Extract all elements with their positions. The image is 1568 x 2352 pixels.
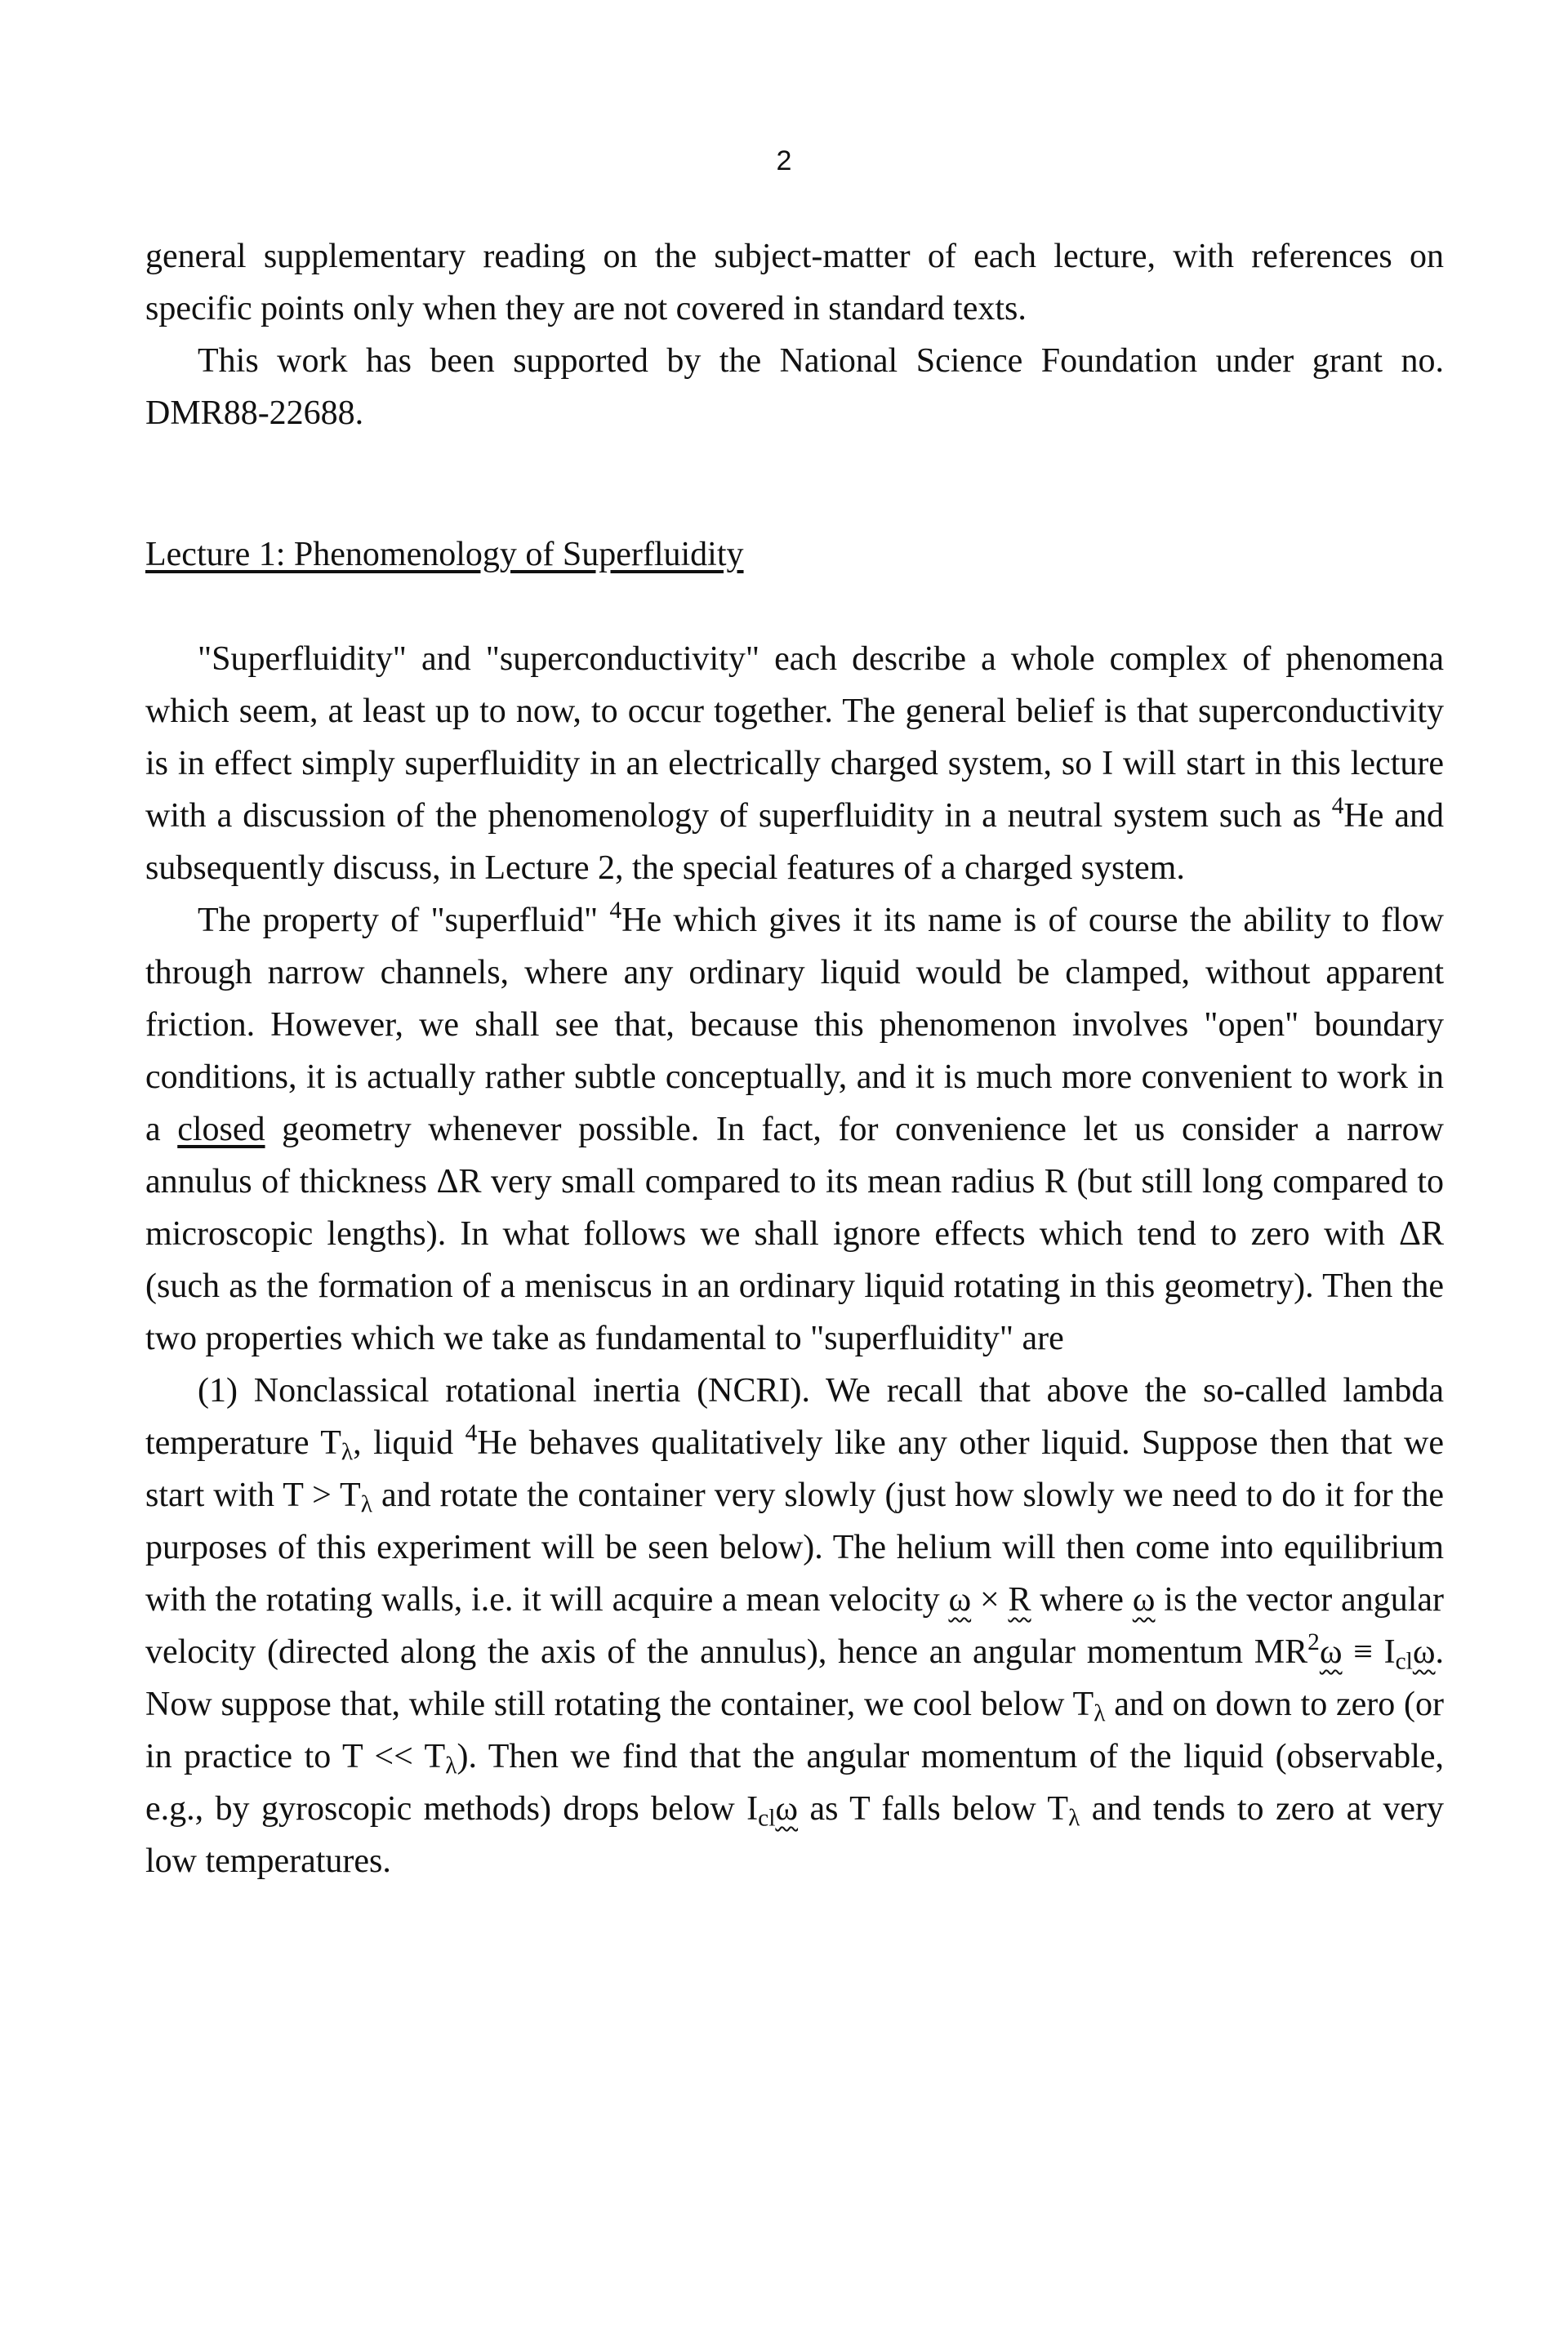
text-run: which gives it its name is of course the ability to flow through narrow channels, where any ordinary liquid would be clamped, without apparent friction. However, we shall see that, because this phenomenon involves "open" boundary conditions, it is actually rather subtle conceptually, and it is much more convenient to work in a [145, 902, 1444, 1148]
subscript: λ [1068, 1805, 1080, 1832]
subscript: cl [758, 1805, 776, 1832]
subscript: λ [341, 1439, 354, 1466]
text-run: MR [1254, 1633, 1308, 1671]
text-run: is the vector angular velocity (directed along the axis of the annulus), hence an angular momentum [145, 1581, 1444, 1671]
text-run: (1) Nonclassical rotational inertia (NCRI). We recall that above the so-called lambda temperature T [145, 1372, 1444, 1462]
page-number: 2 [776, 145, 792, 176]
subscript: λ [1094, 1700, 1106, 1727]
emphasis-closed: closed [177, 1111, 265, 1148]
text-run: , liquid [353, 1424, 466, 1462]
text-run: ). Then we find that the angular momentum of the liquid (observable, e.g., by gyroscopic methods) drops below I [145, 1738, 1444, 1828]
text-run: as T falls below T [798, 1790, 1069, 1828]
lecture-heading: Lecture 1: Phenomenology of Superfluidity [145, 536, 744, 573]
vector-omega: ω [948, 1581, 972, 1619]
text-run: He [477, 1424, 518, 1462]
text-run: ≡ I [1342, 1633, 1396, 1671]
text-run: and tends to zero at very low temperatures. [145, 1790, 1444, 1880]
text-run: behaves qualitatively like any other liquid. Suppose then that we start with T > T [145, 1424, 1444, 1514]
superscript: 4 [609, 897, 622, 924]
body-paragraph-3 [145, 1365, 1444, 1887]
subscript: cl [1395, 1648, 1413, 1675]
lecture-body [145, 633, 1444, 1887]
body-paragraph-2 [145, 894, 1444, 1365]
subscript: λ [445, 1753, 457, 1780]
vector-omega: ω [1412, 1633, 1436, 1671]
text-run: . Now suppose that, while still rotating the container, we cool below T [145, 1633, 1444, 1723]
superscript: 4 [465, 1419, 478, 1446]
text-run: The property of "superfluid" [198, 902, 610, 939]
subscript: λ [360, 1491, 372, 1518]
text-run: where [1031, 1581, 1133, 1619]
text-run: "Superfluidity" and "superconductivity" each describe a whole complex of phenomena which seem, at least up to now, to occur together. The general belief is that superconductivity is in effect simply superfluidity in an electrically charged system, so I will start in this lecture with a discussion of the phenomenology of superfluidity in a neutral system such as [145, 640, 1444, 835]
vector-omega: ω [1132, 1581, 1156, 1619]
vector-omega: ω [1319, 1633, 1343, 1671]
text-run: and on down to zero (or in practice to T << T [145, 1686, 1444, 1775]
text-run: He [621, 902, 662, 939]
superscript: 4 [1331, 792, 1344, 819]
text-run: × [971, 1581, 1009, 1619]
intro-paragraph-1: general supplementary reading on the subject-matter of each lecture, with references on specific points only when they are not covered in standard texts. [145, 238, 1444, 327]
superscript: 2 [1307, 1628, 1320, 1655]
text-run: He [1343, 797, 1384, 835]
intro-block [145, 230, 1444, 439]
text-run: and subsequently discuss, in Lecture 2, the special features of a charged system. [145, 797, 1444, 887]
intro-paragraph-2: This work has been supported by the National Science Foundation under grant no. DMR88-22688. [145, 342, 1444, 432]
text-run: and rotate the container very slowly (just how slowly we need to do it for the purposes of this experiment will be seen below). The helium will then come into equilibrium with the rotating walls, i.e. it will acquire a mean velocity [145, 1477, 1445, 1619]
text-run: geometry whenever possible. In fact, for convenience let us consider a narrow annulus of thickness ΔR very small compared to its mean radius R (but still long compared to microscopic lengths). In what follows we shall ignore effects which tend to zero with ΔR (such as the formation of a meniscus in an ordinary liquid rotating in this geometry). Then the two properties which we take as fundamental to "superfluidity" are [145, 1111, 1444, 1357]
body-paragraph-1 [145, 633, 1444, 894]
vector-r: R [1008, 1581, 1031, 1619]
vector-omega: ω [775, 1790, 799, 1828]
